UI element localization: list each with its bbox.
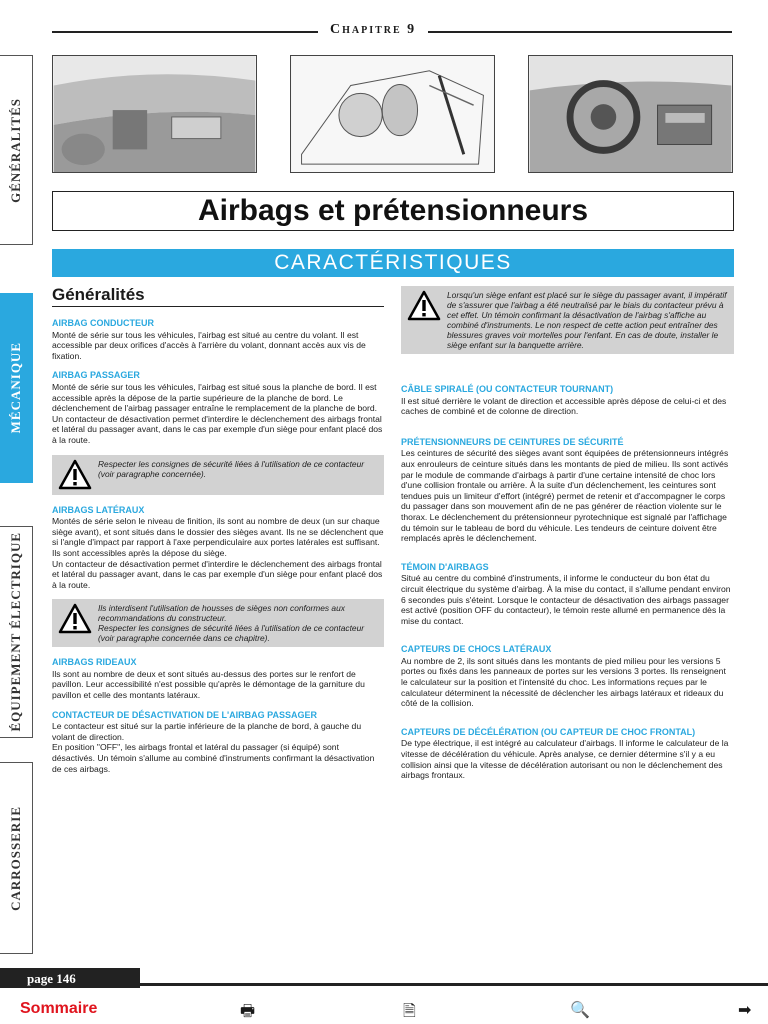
subheading: CAPTEURS DE CHOCS LATÉRAUX (401, 644, 552, 655)
side-tab-generalites[interactable]: GÉNÉRALITÉS (0, 55, 33, 245)
side-tab-equipement-electrique[interactable]: ÉQUIPEMENT ÉLECTRIQUE (0, 526, 33, 738)
page-title: Airbags et prétensionneurs (197, 194, 589, 227)
warning-icon (407, 290, 441, 322)
subheading: AIRBAG CONDUCTEUR (52, 318, 154, 328)
paragraph: Les ceintures de sécurité des sièges avant sont équipées de prétensionneurs intégrés aux enrouleurs de ceinture situés dans les montants de pied de milieu. Ils sont activés par le module de commande d'airbags à partir d'une certaine intensité de choc lors d'une collision frontale ou arrière. À la suite d'un déclenchement, les ceintures sont tendues puis un limiteur d'effort (intégré) permet de retenir et d'accompagner le corps du passager dans son mouvement afin de ne pas générer de réaction violente sur le thorax. Le déclenchement du prétensionneur pyrotechnique est signalé par l'affichage du témoin sur le tableau de bord du véhicule. Les tendeurs de ceinture doivent être remplacés après le déclenchement. (401, 448, 729, 544)
steering-wheel-photo (528, 55, 733, 173)
subheading: AIRBAGS LATÉRAUX (52, 504, 145, 515)
subheading: AIRBAGS RIDEAUX (52, 657, 137, 668)
block-airbag-passager (52, 370, 384, 445)
document-icon[interactable]: 🗎 (403, 1003, 416, 1020)
dashboard-photo (52, 55, 257, 173)
sommaire-link[interactable]: Sommaire (20, 1000, 98, 1017)
paragraph: Au nombre de 2, ils sont situés dans les montants de pied milieu pour les versions 5 portes ou fixés dans les panneaux de portes sur les versions 3 portes. Ils renseignent le calculateur sur la position et l'intensité du choc. Les informations reçues par le calculateur déterminent la nécessité de déclencher les airbags latéraux et rideaux du côté de la collision. (401, 655, 726, 709)
warning-box (52, 599, 384, 647)
title-box (52, 191, 734, 231)
block-temoin-airbags (401, 562, 734, 627)
subheading: TÉMOIN D'AIRBAGS (401, 561, 489, 572)
next-page-icon[interactable]: ➡ (738, 1002, 752, 1019)
block-cable-spirale (401, 384, 734, 417)
block-capteurs-deceleration (401, 727, 734, 781)
subheading: CONTACTEUR DE DÉSACTIVATION DE L'AIRBAG PASSAGER (52, 709, 317, 720)
block-capteurs-lateraux (401, 644, 734, 709)
left-column (52, 318, 384, 783)
warning-icon (58, 459, 92, 491)
warning-box (401, 286, 734, 354)
warning-icon (58, 603, 92, 635)
paragraph: Montés de série selon le niveau de finition, ils sont au nombre de deux (un sur chaque siège avant), et sont situés dans le dossier des sièges avant. Ils ne se déclenchent que si l'angle d'impact par rapport à l'axe perpendiculaire aux portes latérales est suffisant. Ils sont accessibles après la dépose du siège. (52, 516, 384, 558)
block-airbag-conducteur (52, 318, 384, 361)
paragraph: Il est situé derrière le volant de direction et accessible après dépose de celui-ci et des caches de combiné et de colonne de direction. (401, 395, 727, 417)
warning-text: Ils interdisent l'utilisation de housses de sièges non conformes aux recommandations du constructeur. Respecter les consignes de sécurité liées à l'utilisation de ce contacteur (voir paragraphe concernée dans ce chapitre). (98, 603, 365, 644)
block-airbags-rideaux (52, 657, 384, 700)
section-heading: Généralités (52, 285, 384, 307)
chapter-label: Chapitre 9 (318, 22, 428, 38)
subheading: CAPTEURS DE DÉCÉLÉRATION (OU CAPTEUR DE CHOC FRONTAL) (401, 726, 696, 737)
warning-text: Respecter les consignes de sécurité liées à l'utilisation de ce contacteur (voir paragraphe concernée). (98, 458, 365, 479)
paragraph: Monté de série sur tous les véhicules, l'airbag est situé au centre du volant. Il est accessible par deux orifices d'accès à l'arrière du volant, donnant accès aux vis de fixation. (52, 329, 366, 361)
block-pretensionneurs (401, 437, 734, 544)
block-contacteur-desactivation (52, 710, 384, 775)
paragraph: De type électrique, il est intégré au calculateur d'airbags. Il informe le calculateur de la vitesse de décélération du véhicule. Après analyse, ce dernier détermine s'il y a eu collision ainsi que la vitesse de décélération autorisant ou non le déclenchement des airbags frontaux. (401, 738, 729, 781)
paragraph: Un contacteur de désactivation permet d'interdire le déclenchement des airbags frontal et latéral du passager avant, dans le cas par exemple d'un siège pour enfant placé dos à la route. (52, 558, 383, 590)
warning-box (52, 455, 384, 495)
print-icon[interactable]: 🖶 (240, 1003, 256, 1020)
warning-text: Lorsqu'un siège enfant est placé sur le siège du passager avant, il impératif de s'assurer que l'airbag a été neutralisé par le biais du contacteur prévu à cet effet. Un témoin confirmant la désactivation de l'airbag s'affiche au combiné d'instruments. Le non respect de cette action peut entraîner des blessures graves voir mortelles pour l'enfant. En cas de doute, installer le siège enfant sur la banquette arrière. (447, 290, 727, 350)
paragraph: Un contacteur de désactivation permet d'interdire le déclenchement des airbags frontal et latéral du passager avant, dans le cas par exemple d'un siège pour enfant placé dos à la route. (52, 413, 383, 445)
paragraph: En position "OFF", les airbags frontal et latéral du passager (si équipé) sont désactivés. Un témoin s'allume au combiné d'instruments confirmant la désactivation de ces airbags. (52, 742, 375, 774)
paragraph: Situé au centre du combiné d'instruments, il informe le conducteur du bon état du circuit électrique du système d'airbag. À la mise du contact, il s'allume pendant environ 6 secondes puis s'éteint. Lorsque le contacteur de désactivation des airbags passager est activé (position OFF du contacteur), le témoin reste allumé en permanence dès la mise du contact. (401, 573, 731, 626)
subheading: PRÉTENSIONNEURS DE CEINTURES DE SÉCURITÉ (401, 436, 624, 447)
subheading: AIRBAG PASSAGER (52, 370, 140, 381)
right-column (401, 286, 734, 790)
side-tab-mecanique[interactable]: MÉCANIQUE (0, 293, 33, 483)
search-icon[interactable]: 🔍 (570, 1002, 590, 1019)
page-number: page 146 (0, 968, 140, 988)
section-banner: CARACTÉRISTIQUES (52, 249, 734, 277)
side-tab-carrosserie[interactable]: CARROSSERIE (0, 762, 33, 954)
block-airbags-lateraux (52, 505, 384, 591)
airbag-diagram-photo (290, 55, 495, 173)
paragraph: Ils sont au nombre de deux et sont situés au-dessus des portes sur le renfort de pavillon. Leur accessibilité n'est possible qu'après le démontage de la garniture du pavillon et celle des montants latéraux. (52, 668, 365, 701)
subheading: CÂBLE SPIRALÉ (OU CONTACTEUR TOURNANT) (401, 384, 614, 394)
paragraph: Le contacteur est situé sur la partie inférieure de la planche de bord, à gauche du volant de direction. (52, 721, 362, 742)
paragraph: Monté de série sur tous les véhicules, l'airbag est situé sous la planche de bord. Il est accessible après la dépose de la partie supérieure de la planche de bord. Le déclenchement de l'airbag passager entraîne le remplacement de la planche de bord. (52, 381, 378, 414)
